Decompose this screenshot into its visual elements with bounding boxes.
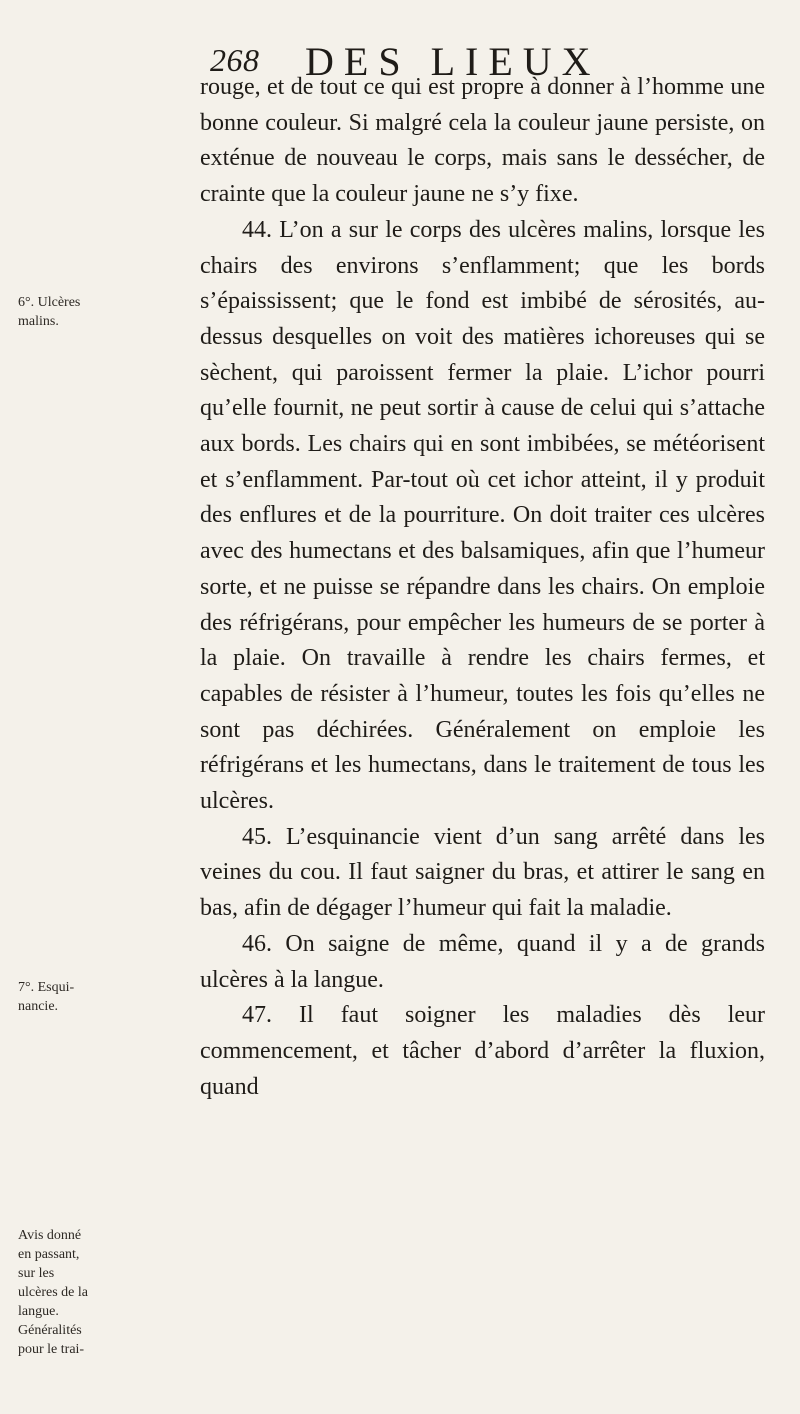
margin-note-esquinancie: 7°. Esqui-nancie. xyxy=(18,980,75,1014)
margin-note-ulceres-langue: Avis donné en passant, sur les ulcères de la langue. Généralités pour le trai- xyxy=(18,1228,88,1357)
paragraph-46: 46. On saigne de même, quand il y a de grands ulcères à la langue. xyxy=(200,930,765,993)
page-number: 268 xyxy=(210,42,260,78)
running-title: DES LIEUX xyxy=(305,39,601,84)
paragraph-continuation: rouge, et de tout ce qui est propre à donner à l’homme une bonne couleur. Si malgré cela la couleur jaune persiste, on exténue de nouveau le corps, mais sans le dessécher, de crainte que la couleur jaune ne s’y fixe. xyxy=(200,74,765,208)
paragraph-45: 45. L’esquinancie vient d’un sang arrêté dans les veines du cou. Il faut saigner du bras, et attirer le sang en bas, afin de dégager l’humeur qui fait la maladie. xyxy=(200,823,765,922)
main-text xyxy=(200,70,765,1105)
paragraph-44: 44. L’on a sur le corps des ulcères malins, lorsque les chairs des environs s’enflamment; que les bords s’épaississent; que le fond est imbibé de sérosités, au-dessus desquelles on voit des matières ichoreuses qui se sèchent, qui paroissent fermer la plaie. L’ichor pourri qu’elle fournit, ne peut sortir à cause de celui qui s’attache aux bords. Les chairs qui en sont imbibées, se météorisent et s’enflamment. Par-tout où cet ichor atteint, il y produit des enflures et de la pourriture. On doit traiter ces ulcères avec des humectans et des balsamiques, afin que l’humeur sorte, et ne puisse se répandre dans les chairs. On emploie des réfrigérans, pour empêcher les humeurs de se porter à la plaie. On travaille à rendre les chairs fermes, et capables de résister à l’humeur, toutes les fois qu’elles ne sont pas déchirées. Généralement on emploie les réfrigérans et les humectans, dans le traitement de tous les ulcères. xyxy=(200,216,765,815)
paragraph-47: 47. Il faut soigner les maladies dès leur commencement, et tâcher d’abord d’arrêter la fluxion, quand xyxy=(200,1002,765,1100)
margin-note-ulceres-malins: 6°. Ulcères malins. xyxy=(18,295,81,329)
